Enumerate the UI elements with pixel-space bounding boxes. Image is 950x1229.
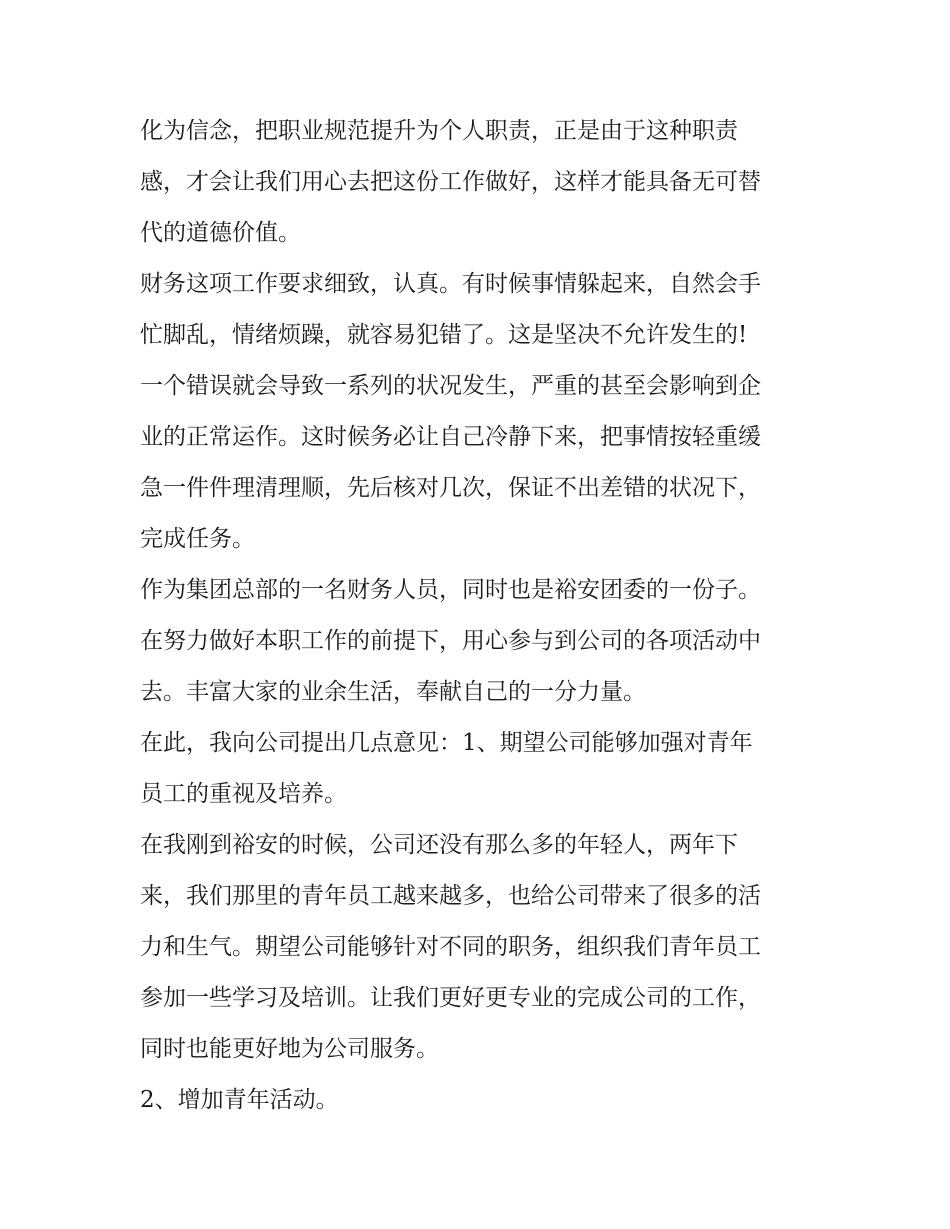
body-line: 化为信念，把职业规范提升为个人职责，正是由于这种职责 [140, 118, 738, 144]
body-line: 2、增加青年活动。 [140, 1087, 339, 1113]
body-line: 财务这项工作要求细致，认真。有时候事情躲起来，自然会手 [140, 271, 761, 297]
body-line: 完成任务。 [140, 526, 255, 552]
body-line: 作为集团总部的一名财务人员，同时也是裕安团委的一份子。 [140, 577, 761, 603]
body-line: 感，才会让我们用心去把这份工作做好，这样才能具备无可替 [140, 169, 761, 195]
body-line: 一个错误就会导致一系列的状况发生，严重的甚至会影响到企 [140, 373, 761, 399]
body-line: 去。丰富大家的业余生活，奉献自己的一分力量。 [140, 679, 646, 705]
body-line: 代的道德价值。 [140, 220, 301, 246]
document-body [140, 106, 820, 1126]
body-line: 急一件件理清理顺，先后核对几次，保证不出差错的状况下， [140, 475, 761, 501]
body-line: 力和生气。期望公司能够针对不同的职务，组织我们青年员工 [140, 934, 761, 960]
body-line: 参加一些学习及培训。让我们更好更专业的完成公司的工作， [140, 985, 761, 1011]
body-line: 员工的重视及培养。 [140, 781, 347, 807]
body-line: 来，我们那里的青年员工越来越多，也给公司带来了很多的活 [140, 883, 761, 909]
body-line: 业的正常运作。这时候务必让自己冷静下来，把事情按轻重缓 [140, 424, 761, 450]
body-line: 同时也能更好地为公司服务。 [140, 1036, 439, 1062]
body-line: 在此，我向公司提出几点意见：1、期望公司能够加强对青年 [140, 730, 753, 756]
body-line: 在我刚到裕安的时候，公司还没有那么多的年轻人，两年下 [140, 832, 738, 858]
body-line: 忙脚乱，情绪烦躁，就容易犯错了。这是坚决不允许发生的! [140, 322, 748, 348]
body-line: 在努力做好本职工作的前提下，用心参与到公司的各项活动中 [140, 628, 761, 654]
